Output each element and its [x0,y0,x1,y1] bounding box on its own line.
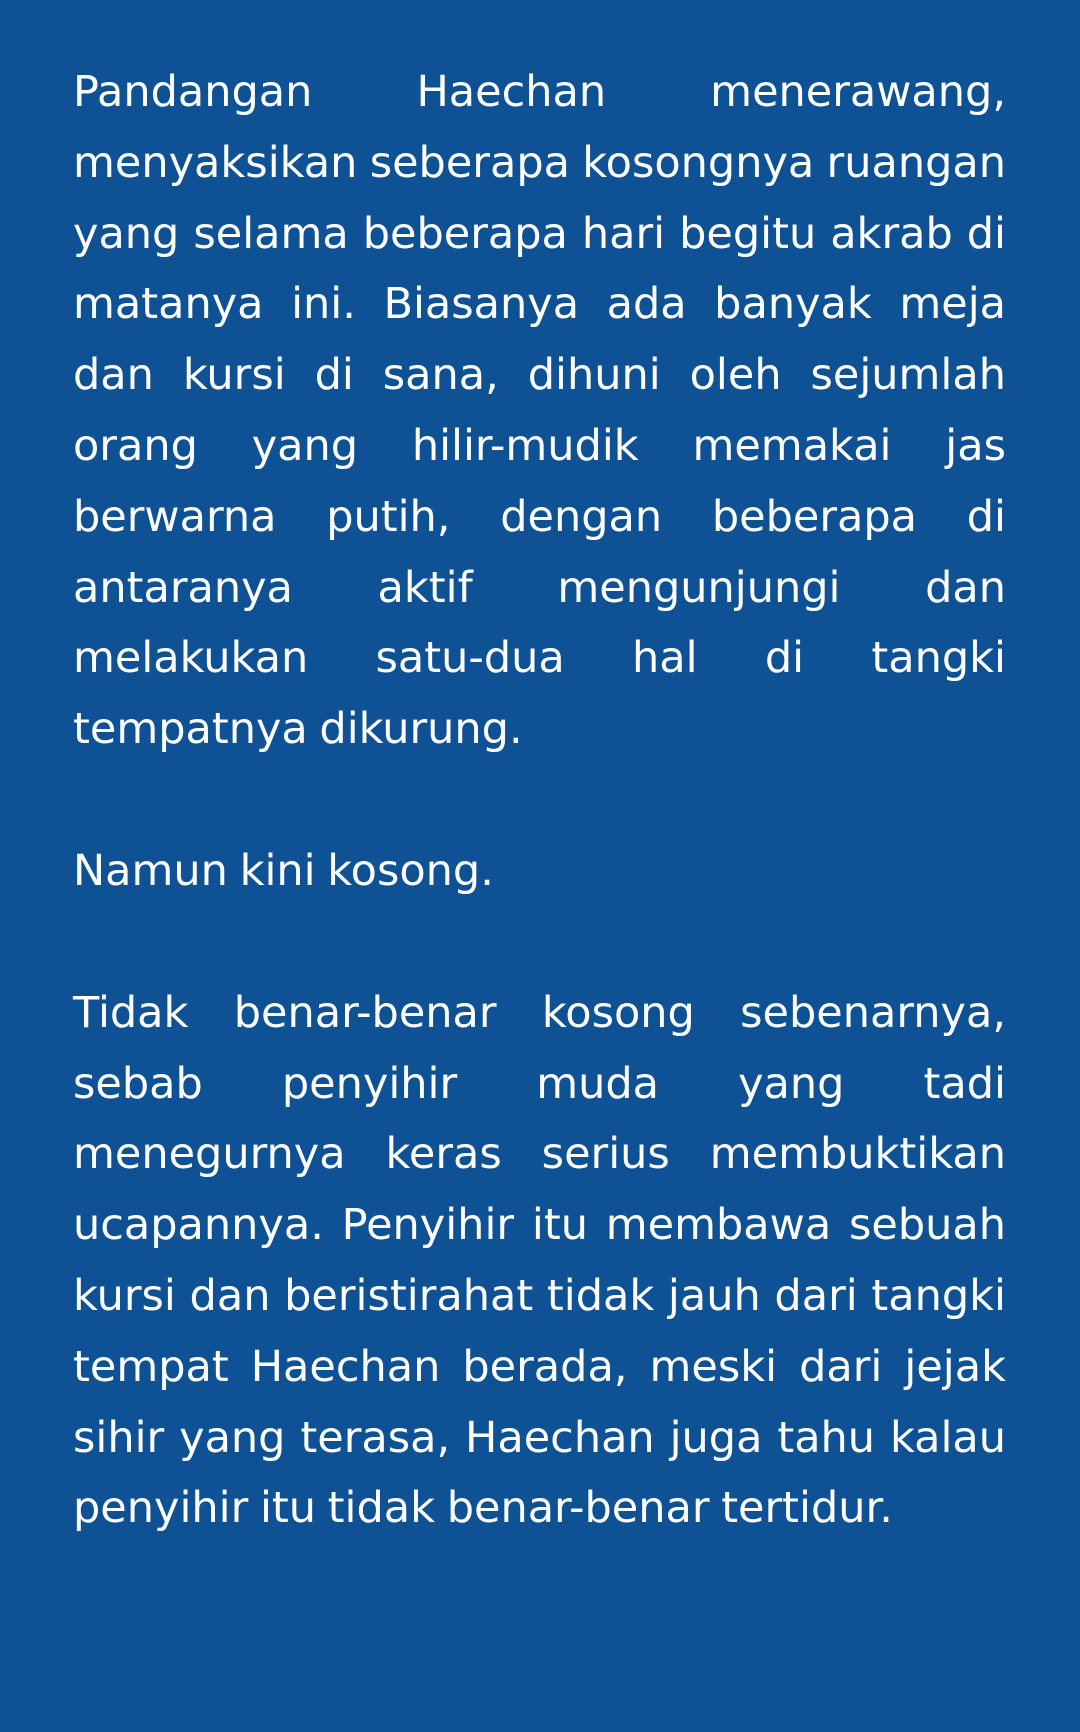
paragraph-spacer [73,765,1006,836]
story-paragraph-3: Tidak benar-benar kosong sebenarnya, sebab penyihir muda yang tadi menegurnya keras serius membuktikan ucapannya. Penyihir itu membawa sebuah kursi dan beristirahat tidak jauh dari tangki tempat Haechan berada, meski dari jejak sihir yang terasa, Haechan juga tahu kalau penyihir itu tidak benar-benar tertidur. [73,987,1006,1534]
story-paragraph-1: Pandangan Haechan menerawang, menyaksikan seberapa kosongnya ruangan yang selama beberapa hari begitu akrab di matanya ini. Biasanya ada banyak meja dan kursi di sana, dihuni oleh sejumlah orang yang hilir-mudik memakai jas berwarna putih, dengan beberapa di antaranya aktif mengunjungi dan melakukan satu-dua hal di tangki tempatnya dikurung. [73,67,1006,755]
story-paragraph-2: Namun kini kosong. [73,845,494,896]
paragraph-spacer [73,907,1006,978]
